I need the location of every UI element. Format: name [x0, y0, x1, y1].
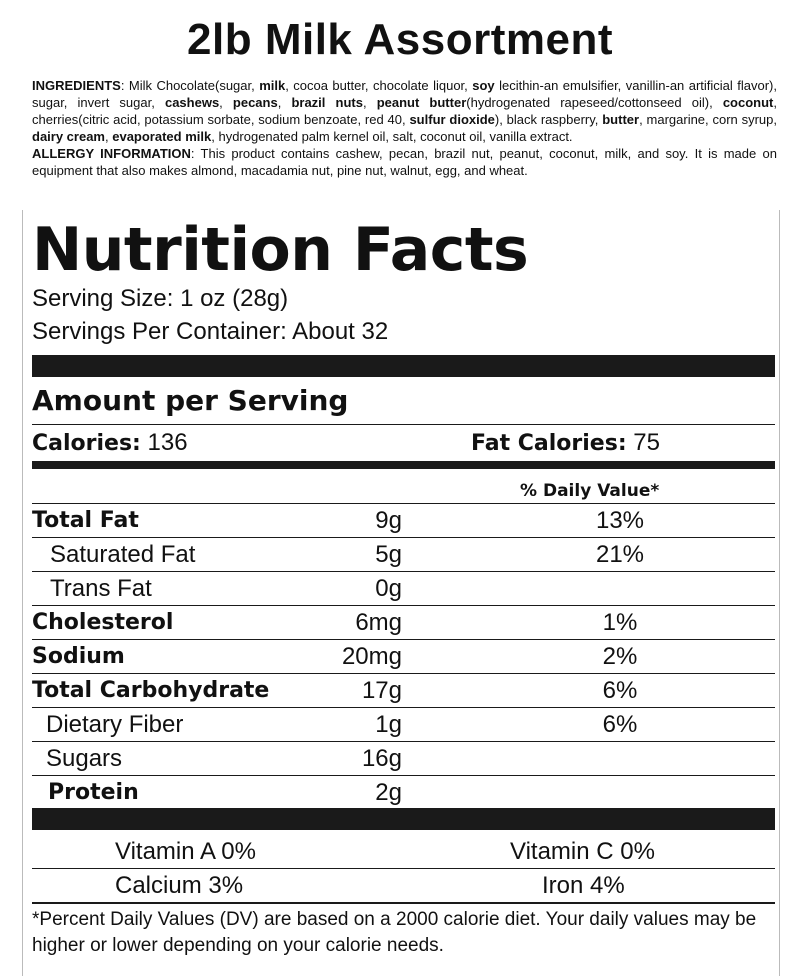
allergen-term: butter — [602, 112, 640, 127]
nutrient-row — [32, 606, 775, 640]
vitamins-row — [32, 835, 775, 868]
nutrient-row — [32, 640, 775, 674]
calories-label: Calories: — [32, 431, 141, 456]
nutrient-amount: 6mg — [355, 609, 402, 636]
nutrient-daily-value: 21% — [595, 541, 645, 568]
allergy-label: ALLERGY INFORMATION — [32, 146, 191, 161]
ingredients-fragment: , hydrogenated palm kernel oil, salt, coconut oil, vanilla extract. — [211, 129, 573, 144]
nutrient-name: Saturated Fat — [50, 541, 196, 568]
nutrient-row — [32, 538, 775, 572]
ingredients-fragment: , — [362, 95, 377, 110]
nutrient-name: Dietary Fiber — [46, 711, 184, 738]
ingredients-fragment: (hydrogenated rapeseed/cottonseed oil), — [466, 95, 723, 110]
nutrient-amount: 0g — [375, 575, 402, 602]
vitamin-c: Vitamin C 0% — [510, 838, 655, 865]
ingredients-fragment: , — [277, 95, 292, 110]
iron: Iron 4% — [542, 872, 625, 899]
allergen-term: coconut — [722, 95, 774, 110]
nutrient-name: Protein — [48, 780, 139, 805]
nutrient-daily-value: 6% — [602, 677, 638, 704]
allergen-term: pecans — [232, 95, 278, 110]
ingredients-fragment: ), black raspberry, — [494, 112, 603, 127]
nutrient-amount: 20mg — [341, 643, 402, 670]
minerals-row — [32, 869, 775, 902]
ingredients-fragment: , cherries(citric acid, potassium sorbate, sodium benzoate, red 40, — [32, 95, 778, 127]
nutrient-amount: 1g — [375, 711, 402, 738]
calcium: Calcium 3% — [115, 872, 244, 899]
ingredients-fragment: , margarine, corn syrup, — [639, 112, 777, 127]
ingredients-label: INGREDIENTS — [32, 78, 121, 93]
ingredients-text — [32, 78, 777, 144]
allergen-term: dairy cream — [32, 129, 105, 144]
vitamin-a: Vitamin A 0% — [115, 838, 256, 865]
nutrient-amount: 2g — [375, 779, 402, 806]
calories-value: 136 — [147, 429, 188, 456]
nutrient-row — [32, 572, 775, 606]
nutrient-row — [32, 708, 775, 742]
daily-value-header: % Daily Value* — [520, 481, 660, 501]
nutrient-name: Trans Fat — [50, 575, 152, 602]
nutrient-amount: 17g — [361, 677, 402, 704]
thick-divider-top — [32, 355, 775, 377]
nutrient-name: Sodium — [32, 644, 125, 669]
nutrient-daily-value: 1% — [602, 609, 638, 636]
allergen-term: cashews — [164, 95, 220, 110]
fat-calories-value: 75 — [633, 429, 660, 456]
calories-row — [32, 426, 188, 460]
daily-value-footnote: *Percent Daily Values (DV) are based on a 2000 calorie diet. Your daily values may be higher or lower depending on your calorie needs. — [32, 909, 757, 956]
nutrient-name: Total Fat — [32, 508, 139, 533]
allergen-term: evaporated milk — [112, 129, 212, 144]
nutrient-daily-value: 2% — [602, 643, 638, 670]
nutrient-name: Sugars — [46, 745, 123, 772]
product-title: 2lb Milk Assortment — [187, 15, 613, 64]
fat-calories-row — [471, 426, 660, 460]
nutrient-amount: 9g — [375, 507, 402, 534]
nutrient-amount: 5g — [375, 541, 402, 568]
divider-amount — [32, 424, 775, 425]
ingredients-paragraph: INGREDIENTS: Milk Chocolate(sugar, milk, cocoa butter, chocolate liquor, soy lecithin-an emulsifier, vanillin-an artificial flavor), sugar, invert sugar, cashews, pecans, brazil nuts, peanut butter(hydrogenated rapeseed/cottonseed oil), coconut, cherries(citric acid, potassium sorbate, sodium benzoate, red 40, sulfur dioxide), black raspberry, butter, margarine, corn syrup, dairy cream, evaporated milk, hydrogenated palm kernel oil, salt, coconut oil, vanilla extract. — [32, 78, 778, 144]
nutrient-daily-value: 6% — [602, 711, 638, 738]
allergy-paragraph: ALLERGY INFORMATION: This product contains cashew, pecan, brazil nut, peanut, coconut, milk, and soy. It is made on equipment that also makes almond, macadamia nut, pine nut, walnut, egg, and wheat. — [32, 146, 777, 178]
servings-per-container: Servings Per Container: About 32 — [32, 318, 389, 345]
nutrient-row — [32, 742, 775, 776]
ingredients-fragment: , — [219, 95, 233, 110]
nutrient-row — [32, 674, 775, 708]
nutrition-facts-title: Nutrition Facts — [32, 215, 529, 285]
ingredients-fragment: Milk Chocolate(sugar, — [128, 78, 260, 93]
ingredients-fragment: , — [105, 129, 113, 144]
ingredients-fragment: , cocoa butter, chocolate liquor, — [285, 78, 473, 93]
allergen-term: peanut butter — [376, 95, 467, 110]
allergen-term: sulfur dioxide — [409, 112, 495, 127]
ingredients-block — [32, 77, 777, 179]
thick-divider-bottom — [32, 808, 775, 830]
fat-calories-label: Fat Calories: — [471, 431, 627, 456]
serving-size: Serving Size: 1 oz (28g) — [32, 285, 289, 312]
nutrient-daily-value: 13% — [595, 507, 645, 534]
nutrient-name: Total Carbohydrate — [32, 678, 270, 703]
nutrient-name: Cholesterol — [32, 610, 174, 635]
nutrient-row — [32, 504, 775, 538]
allergen-term: brazil nuts — [291, 95, 363, 110]
allergy-text: This product contains cashew, pecan, brazil nut, peanut, coconut, milk, and soy. It is made on equipment that also makes almond, macadamia nut, pine nut, walnut, egg, and wheat. — [32, 146, 777, 178]
nutrient-amount: 16g — [361, 745, 402, 772]
divider-footnote — [32, 902, 775, 904]
amount-per-serving: Amount per Serving — [32, 384, 349, 417]
thick-divider-calories — [32, 461, 775, 469]
allergen-term: soy — [472, 78, 495, 93]
allergen-term: milk — [259, 78, 286, 93]
ingredients-fragment: lecithin-an emulsifier, vanillin-an artificial flavor), sugar, invert sugar, — [32, 78, 777, 110]
nutrient-row — [32, 776, 775, 810]
